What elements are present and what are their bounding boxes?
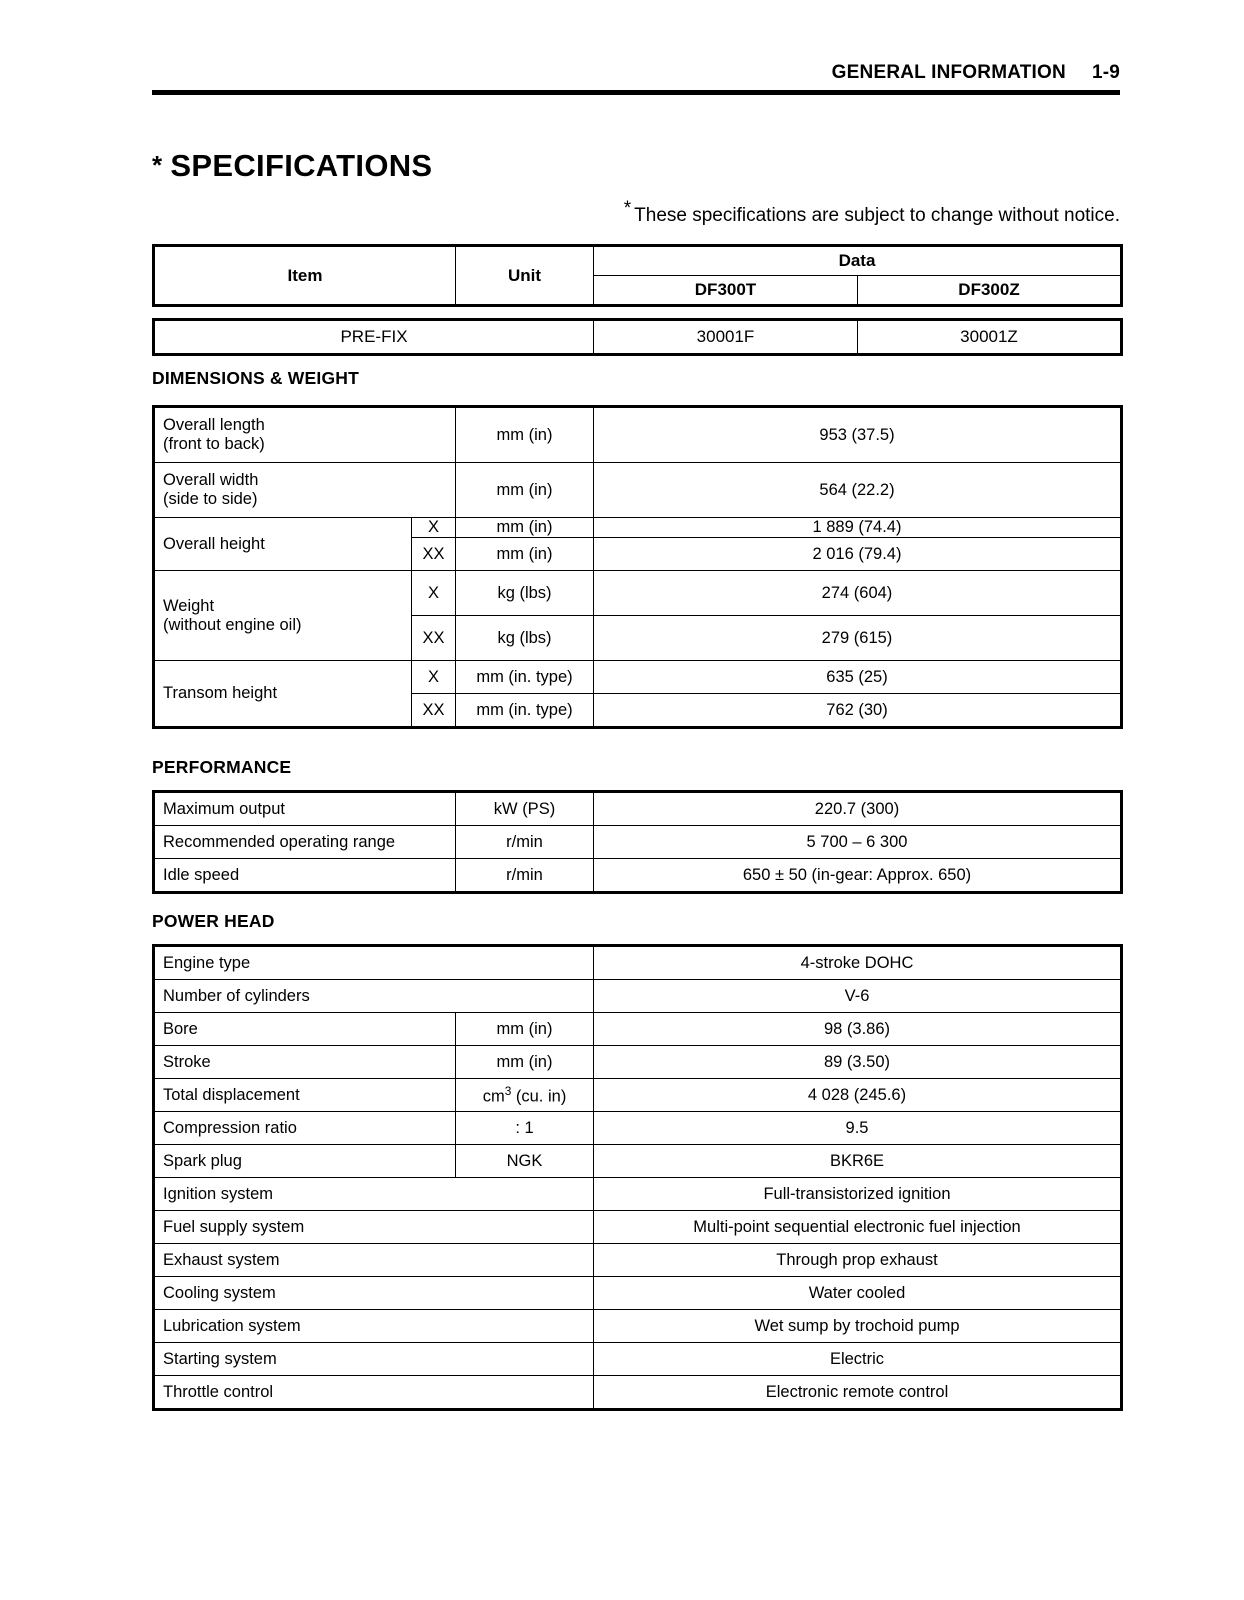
row-value: 5 700 – 6 300	[594, 826, 1122, 859]
row-value: 4-stroke DOHC	[594, 946, 1122, 980]
row-unit: mm (in. type)	[456, 661, 594, 694]
row-unit-prefix: cm	[482, 1087, 505, 1106]
row-unit: mm (in)	[456, 463, 594, 518]
row-unit: mm (in)	[456, 1013, 594, 1046]
column-header-item: Item	[154, 246, 456, 306]
table-row	[154, 1178, 1122, 1211]
table-row	[154, 1376, 1122, 1410]
row-item-stroke: Stroke	[154, 1046, 456, 1079]
header-rule	[152, 90, 1120, 95]
table-row	[154, 1046, 1122, 1079]
dimensions-weight-table	[152, 405, 1123, 729]
note-asterisk: *	[623, 198, 632, 219]
row-value: 564 (22.2)	[594, 463, 1122, 518]
row-unit: kg (lbs)	[456, 616, 594, 661]
row-item-total-displacement: Total displacement	[154, 1079, 456, 1112]
row-value: 650 ± 50 (in-gear: Approx. 650)	[594, 859, 1122, 893]
title-asterisk: *	[152, 150, 163, 180]
row-unit: kW (PS)	[456, 792, 594, 826]
row-value: 279 (615)	[594, 616, 1122, 661]
row-unit	[456, 1079, 594, 1112]
row-unit: NGK	[456, 1145, 594, 1178]
table-row	[154, 1310, 1122, 1343]
section-heading-power-head: POWER HEAD	[152, 911, 275, 931]
row-item-overall-width	[154, 463, 456, 518]
row-unit: mm (in)	[456, 1046, 594, 1079]
row-unit: mm (in. type)	[456, 694, 594, 728]
prefix-label: PRE-FIX	[154, 320, 594, 355]
row-value: 89 (3.50)	[594, 1046, 1122, 1079]
row-item-bore: Bore	[154, 1013, 456, 1046]
row-value: V-6	[594, 980, 1122, 1013]
row-value: 762 (30)	[594, 694, 1122, 728]
row-item-cooling-system: Cooling system	[154, 1277, 594, 1310]
section-heading-dimensions-weight: DIMENSIONS & WEIGHT	[152, 368, 359, 388]
row-item-line-1: Overall width	[163, 471, 259, 489]
table-row	[154, 1211, 1122, 1244]
row-item-engine-type: Engine type	[154, 946, 594, 980]
row-value: Full-transistorized ignition	[594, 1178, 1122, 1211]
column-header-unit: Unit	[456, 246, 594, 306]
row-item-recommended-operating-range: Recommended operating range	[154, 826, 456, 859]
table-row	[154, 1277, 1122, 1310]
row-unit: r/min	[456, 826, 594, 859]
row-item-weight	[154, 571, 412, 661]
row-value: 2 016 (79.4)	[594, 538, 1122, 571]
row-item-line-2: (side to side)	[163, 490, 258, 508]
section-heading-performance: PERFORMANCE	[152, 757, 292, 777]
table-row	[154, 792, 1122, 826]
row-unit: kg (lbs)	[456, 571, 594, 616]
column-header-data: Data	[594, 246, 1122, 276]
row-item-line-2: (without engine oil)	[163, 615, 302, 634]
row-value: Water cooled	[594, 1277, 1122, 1310]
row-unit: mm (in)	[456, 518, 594, 538]
row-item-overall-length	[154, 407, 456, 463]
power-head-table	[152, 944, 1123, 1411]
row-value: 220.7 (300)	[594, 792, 1122, 826]
row-value: 1 889 (74.4)	[594, 518, 1122, 538]
performance-table	[152, 790, 1123, 894]
table-row	[154, 246, 1122, 276]
page-number: 1-9	[1091, 62, 1120, 83]
row-item-overall-height: Overall height	[154, 518, 412, 571]
row-code-xx: XX	[412, 694, 456, 728]
row-value: BKR6E	[594, 1145, 1122, 1178]
specifications-note	[152, 198, 1120, 227]
row-value: Through prop exhaust	[594, 1244, 1122, 1277]
prefix-value-df300z: 30001Z	[858, 320, 1122, 355]
row-unit: r/min	[456, 859, 594, 893]
table-row	[154, 407, 1122, 463]
row-value: Electric	[594, 1343, 1122, 1376]
row-item-spark-plug: Spark plug	[154, 1145, 456, 1178]
table-row	[154, 859, 1122, 893]
row-item-exhaust-system: Exhaust system	[154, 1244, 594, 1277]
row-item-compression-ratio: Compression ratio	[154, 1112, 456, 1145]
row-code-x: X	[412, 661, 456, 694]
row-item-transom-height: Transom height	[154, 661, 412, 728]
row-value: 4 028 (245.6)	[594, 1079, 1122, 1112]
row-unit: mm (in)	[456, 538, 594, 571]
table-row	[154, 518, 1122, 538]
row-value: Wet sump by trochoid pump	[594, 1310, 1122, 1343]
row-unit-superscript: 3	[504, 1083, 512, 1098]
row-value: Electronic remote control	[594, 1376, 1122, 1410]
row-item-starting-system: Starting system	[154, 1343, 594, 1376]
table-row	[154, 571, 1122, 616]
row-item-lubrication-system: Lubrication system	[154, 1310, 594, 1343]
note-text: These specifications are subject to change without notice.	[634, 205, 1120, 226]
table-row	[154, 1244, 1122, 1277]
table-row	[154, 826, 1122, 859]
prefix-table	[152, 318, 1123, 356]
running-header-title: GENERAL INFORMATION	[831, 62, 1066, 83]
row-code-xx: XX	[412, 616, 456, 661]
row-code-x: X	[412, 571, 456, 616]
prefix-value-df300t: 30001F	[594, 320, 858, 355]
row-item-number-of-cylinders: Number of cylinders	[154, 980, 594, 1013]
row-code-xx: XX	[412, 538, 456, 571]
table-row	[154, 1112, 1122, 1145]
spec-header-table	[152, 244, 1123, 307]
column-header-model-df300z: DF300Z	[858, 276, 1122, 306]
row-item-line-1: Weight	[163, 596, 215, 615]
row-item-line-2: (front to back)	[163, 435, 265, 453]
table-row	[154, 463, 1122, 518]
row-value: 953 (37.5)	[594, 407, 1122, 463]
running-header	[152, 62, 1120, 84]
row-unit: : 1	[456, 1112, 594, 1145]
row-unit-suffix: (cu. in)	[511, 1087, 567, 1106]
table-row	[154, 1343, 1122, 1376]
page-title	[152, 148, 432, 184]
table-row	[154, 1013, 1122, 1046]
row-unit: mm (in)	[456, 407, 594, 463]
column-header-model-df300t: DF300T	[594, 276, 858, 306]
table-row	[154, 661, 1122, 694]
row-code-x: X	[412, 518, 456, 538]
table-row	[154, 1079, 1122, 1112]
table-row	[154, 980, 1122, 1013]
table-row	[154, 320, 1122, 355]
table-row	[154, 1145, 1122, 1178]
row-item-throttle-control: Throttle control	[154, 1376, 594, 1410]
row-value: 9.5	[594, 1112, 1122, 1145]
row-value: 635 (25)	[594, 661, 1122, 694]
row-item-idle-speed: Idle speed	[154, 859, 456, 893]
row-value: 98 (3.86)	[594, 1013, 1122, 1046]
row-value: Multi-point sequential electronic fuel injection	[594, 1211, 1122, 1244]
row-value: 274 (604)	[594, 571, 1122, 616]
row-item-maximum-output: Maximum output	[154, 792, 456, 826]
row-item-ignition-system: Ignition system	[154, 1178, 594, 1211]
row-item-fuel-supply-system: Fuel supply system	[154, 1211, 594, 1244]
page-title-text: SPECIFICATIONS	[170, 148, 433, 183]
table-row	[154, 946, 1122, 980]
row-item-line-1: Overall length	[163, 416, 265, 434]
